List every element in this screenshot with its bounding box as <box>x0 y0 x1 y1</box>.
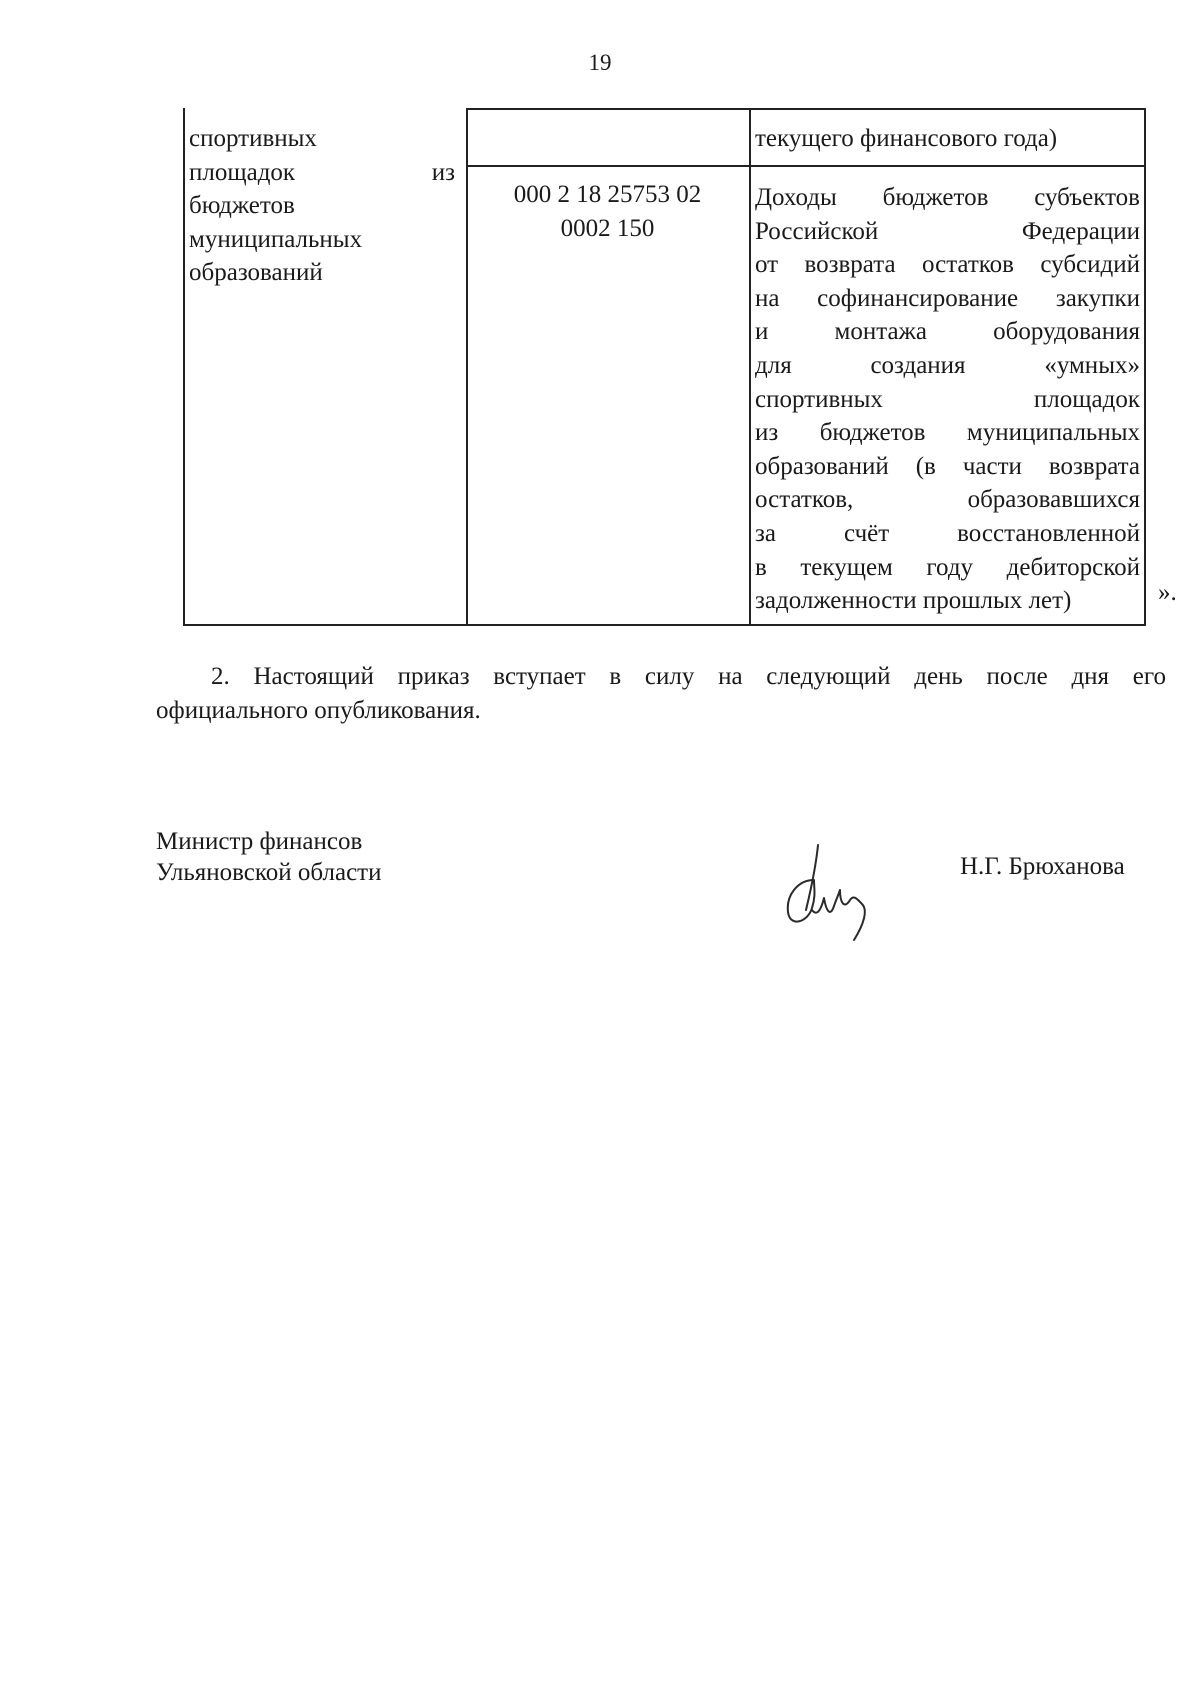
table-cell-description-continued: текущего финансового года) <box>755 125 1058 152</box>
table-cell-code <box>466 178 749 245</box>
budget-code-line: 0002 150 <box>560 214 655 242</box>
signer-position-line: Ульяновской области <box>156 859 382 886</box>
table-row-divider <box>466 165 749 167</box>
table-row-divider <box>749 165 1146 167</box>
name-line: спортивных <box>189 125 317 152</box>
signer-name: Н.Г. Брюханова <box>960 853 1125 880</box>
description-line: образований (в части возврата <box>755 452 1140 480</box>
signer-position-line: Министр финансов <box>156 828 363 855</box>
description-line: спортивных площадок <box>755 385 1140 413</box>
description-line: задолженности прошлых лет) <box>755 587 1072 615</box>
description-line: остатков, образовавшихся <box>755 486 1140 514</box>
handwritten-signature <box>778 840 888 950</box>
name-word: из <box>431 158 455 186</box>
name-line: образований <box>189 259 323 287</box>
description-line: для создания «умных» <box>755 351 1140 379</box>
signer-position <box>156 826 381 888</box>
paragraph-line: 2. Настоящий приказ вступает в силу на следующий день после дня его <box>211 663 1166 690</box>
description-line: на софинансирование закупки <box>755 284 1140 312</box>
closing-quote-mark: ». <box>1158 579 1177 606</box>
paragraph-line: официального опубликования. <box>156 697 481 724</box>
name-line <box>189 156 455 190</box>
name-line: бюджетов <box>189 192 295 220</box>
description-line: от возврата остатков субсидий <box>755 251 1140 279</box>
description-line: за счёт восстановленной <box>755 519 1140 547</box>
table-top-border <box>466 108 1146 110</box>
description-line: и монтажа оборудования <box>755 318 1140 346</box>
description-line: в текущем году дебиторской <box>755 553 1140 581</box>
description-line: Российской Федерации <box>755 217 1140 245</box>
budget-code-line: 000 2 18 25753 02 <box>513 181 702 208</box>
effective-date-paragraph <box>156 660 1166 728</box>
page-number: 19 <box>588 50 612 75</box>
budget-code-table <box>183 108 1146 626</box>
table-cell-description <box>755 181 1140 618</box>
description-line: Доходы бюджетов субъектов <box>755 184 1140 211</box>
table-cell-name <box>189 122 455 290</box>
name-word: площадок <box>189 158 296 186</box>
description-line: из бюджетов муниципальных <box>755 419 1140 447</box>
name-line: муниципальных <box>189 225 363 253</box>
